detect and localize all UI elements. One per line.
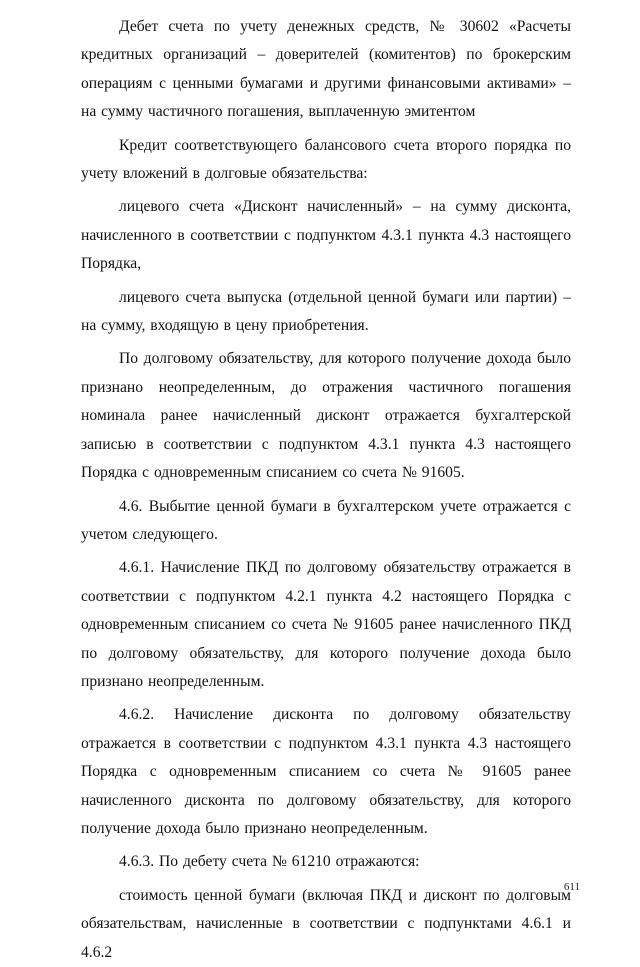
paragraph-credit-account: Кредит соответствующего балансового счета второго порядка по учету вложений в долговые обязательства: bbox=[81, 136, 571, 183]
page-body bbox=[81, 13, 571, 967]
page-number: 611 bbox=[563, 881, 580, 893]
paragraph-uncertain-income: По долговому обязательству, для которого получение дохода было признано неопределенным, до отражения частичного погашения номинала ранее начисленный дисконт отражается бухгалтерской записью в соответствии с подпунктом 4.3.1 пункта 4.3 настоящего Порядка с одновременным списанием со счета № 91605. bbox=[81, 350, 571, 482]
paragraph-discount-account: лицевого счета «Дисконт начисленный» – на сумму дисконта, начисленного в соответствии с подпунктом 4.3.1 пункта 4.3 настоящего Порядка, bbox=[81, 198, 571, 273]
paragraph-section-4-6-3: 4.6.3. По дебету счета № 61210 отражаются: bbox=[119, 853, 420, 871]
paragraph-issue-account: лицевого счета выпуска (отдельной ценной бумаги или партии) – на сумму, входящую в цену приобретения. bbox=[81, 288, 571, 335]
paragraph-section-4-6-2: 4.6.2. Начисление дисконта по долговому обязательству отражается в соответствии с подпунктом 4.3.1 пункта 4.3 настоящего Порядка с одновременным списанием со счета № 91605 ранее начисленного дисконта по долговому обязательству, для которого получение дохода было признано неопределенным. bbox=[81, 706, 571, 837]
paragraph-security-value: стоимость ценной бумаги (включая ПКД и дисконт по долговым обязательствам, начисленные в соответствии с подпунктами 4.6.1 и 4.6.2 bbox=[81, 886, 571, 961]
paragraph-section-4-6-1: 4.6.1. Начисление ПКД по долговому обязательству отражается в соответствии с подпунктом 4.2.1 пункта 4.2 настоящего Порядка с одновременным списанием со счета № 91605 ранее начисленного ПКД по долговому обязательству, для которого получение дохода было признано неопределенным. bbox=[81, 559, 571, 690]
paragraph-debit-account: Дебет счета по учету денежных средств, № 30602 «Расчеты кредитных организаций – доверителей (комитентов) по брокерским операциям с ценными бумагами и другими финансовыми активами» – на сумму частичного погашения, выплаченную эмитентом bbox=[81, 18, 571, 121]
paragraph-section-4-6: 4.6. Выбытие ценной бумаги в бухгалтерском учете отражается с учетом следующего. bbox=[81, 497, 571, 543]
